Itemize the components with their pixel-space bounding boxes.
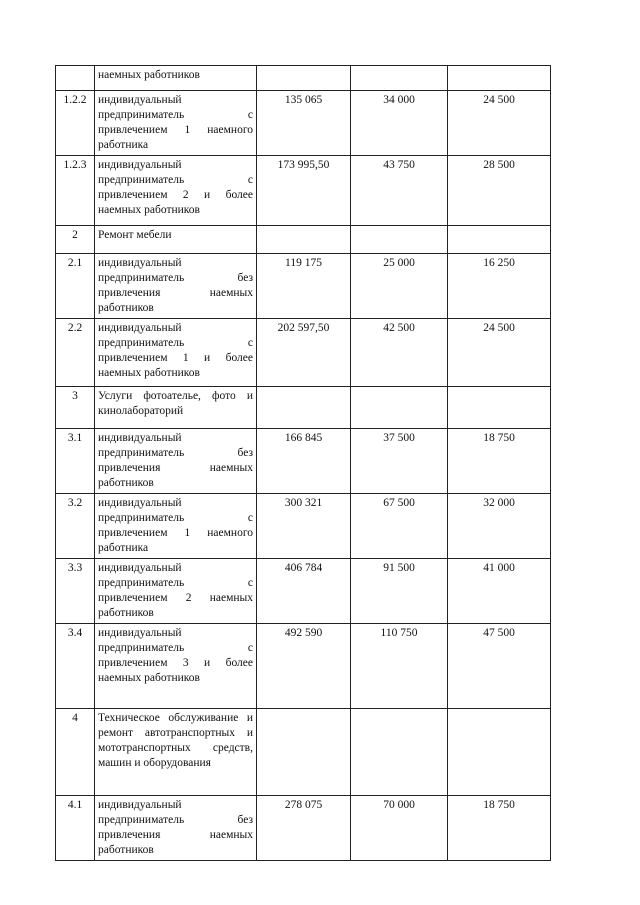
table-row (56, 91, 551, 156)
table-row (56, 387, 551, 429)
row-value-1: 300 321 (257, 494, 351, 559)
row-value-3 (448, 226, 551, 254)
row-description: Ремонт мебели (95, 226, 257, 254)
row-value-3: 18 750 (448, 429, 551, 494)
tariff-table (55, 65, 551, 861)
row-description: индивидуальный предприниматель с привлечением 1 и более наемных работников (95, 319, 257, 387)
row-number (56, 66, 95, 91)
row-value-2: 43 750 (351, 156, 448, 226)
row-value-1: 406 784 (257, 559, 351, 624)
row-value-1 (257, 66, 351, 91)
row-number: 2 (56, 226, 95, 254)
table-row (56, 226, 551, 254)
row-value-3: 41 000 (448, 559, 551, 624)
row-number: 3.3 (56, 559, 95, 624)
row-value-3: 24 500 (448, 91, 551, 156)
table-row (56, 254, 551, 319)
row-value-3: 32 000 (448, 494, 551, 559)
table-row (56, 66, 551, 91)
row-value-3: 16 250 (448, 254, 551, 319)
row-value-3: 18 750 (448, 796, 551, 861)
row-description: индивидуальный предприниматель без привлечения наемных работников (95, 429, 257, 494)
row-value-2 (351, 387, 448, 429)
row-description: индивидуальный предприниматель с привлечением 1 наемного работника (95, 91, 257, 156)
row-description: наемных работников (95, 66, 257, 91)
row-value-3: 24 500 (448, 319, 551, 387)
row-value-2: 70 000 (351, 796, 448, 861)
row-number: 3 (56, 387, 95, 429)
row-description: индивидуальный предприниматель с привлечением 1 наемного работника (95, 494, 257, 559)
row-number: 3.4 (56, 624, 95, 709)
row-number: 2.1 (56, 254, 95, 319)
row-number: 1.2.3 (56, 156, 95, 226)
row-description: Услуги фотоателье, фото и кинолабораторий (95, 387, 257, 429)
row-description: индивидуальный предприниматель без привлечения наемных работников (95, 254, 257, 319)
row-value-2: 25 000 (351, 254, 448, 319)
table-row (56, 624, 551, 709)
row-value-1: 119 175 (257, 254, 351, 319)
row-value-2 (351, 709, 448, 796)
table-row (56, 429, 551, 494)
table-row (56, 709, 551, 796)
row-number: 2.2 (56, 319, 95, 387)
row-value-3 (448, 387, 551, 429)
row-value-2 (351, 66, 448, 91)
row-number: 1.2.2 (56, 91, 95, 156)
table-row (56, 156, 551, 226)
row-value-1: 202 597,50 (257, 319, 351, 387)
table-row (56, 559, 551, 624)
row-value-2: 42 500 (351, 319, 448, 387)
row-number: 3.1 (56, 429, 95, 494)
row-value-1 (257, 387, 351, 429)
row-value-1: 166 845 (257, 429, 351, 494)
row-description: индивидуальный предприниматель без привлечения наемных работников (95, 796, 257, 861)
row-value-3 (448, 709, 551, 796)
row-value-3: 28 500 (448, 156, 551, 226)
row-description: Техническое обслуживание и ремонт автотранспортных и мототранспортных средств, машин и оборудования (95, 709, 257, 796)
row-description: индивидуальный предприниматель с привлечением 3 и более наемных работников (95, 624, 257, 709)
table-row (56, 796, 551, 861)
row-description: индивидуальный предприниматель с привлечением 2 наемных работников (95, 559, 257, 624)
row-value-2: 110 750 (351, 624, 448, 709)
row-value-1: 492 590 (257, 624, 351, 709)
row-value-2: 67 500 (351, 494, 448, 559)
row-value-2: 37 500 (351, 429, 448, 494)
row-value-1 (257, 226, 351, 254)
table-row (56, 319, 551, 387)
row-number: 3.2 (56, 494, 95, 559)
row-value-2: 91 500 (351, 559, 448, 624)
row-number: 4 (56, 709, 95, 796)
row-value-1: 135 065 (257, 91, 351, 156)
row-description: индивидуальный предприниматель с привлечением 2 и более наемных работников (95, 156, 257, 226)
row-value-2 (351, 226, 448, 254)
row-number: 4.1 (56, 796, 95, 861)
row-value-2: 34 000 (351, 91, 448, 156)
table-row (56, 494, 551, 559)
row-value-1 (257, 709, 351, 796)
row-value-1: 173 995,50 (257, 156, 351, 226)
row-value-3 (448, 66, 551, 91)
row-value-1: 278 075 (257, 796, 351, 861)
row-value-3: 47 500 (448, 624, 551, 709)
